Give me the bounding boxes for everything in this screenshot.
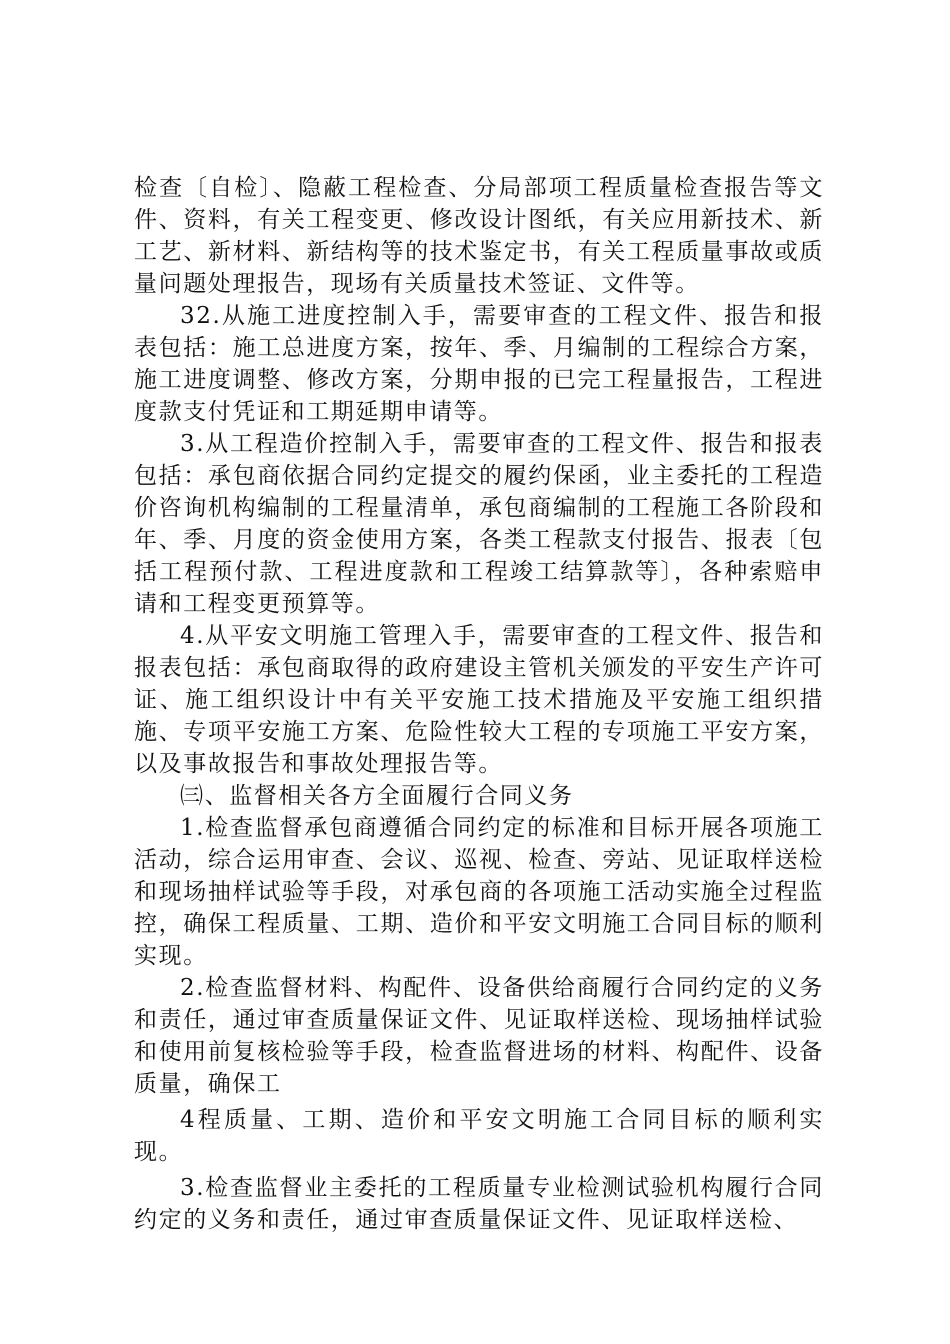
paragraph-continuation: 4程质量、工期、造价和平安文明施工合同目标的顺利实现。 [134,1107,824,1165]
paragraph-cost-control: 3.从工程造价控制入手，需要审查的工程文件、报告和报表包括：承包商依据合同约定提交的履约保函，业主委托的工程造价咨询机构编制的工程量清单，承包商编制的工程施工各阶段和年、季、月度的资金使用方案，各类工程款支付报告、报表〔包括工程预付款、工程进度款和工程竣工结算款等〕，各种索赔申请和工程变更预算等。 [134,431,824,617]
paragraph-supplier-supervision: 2.检查监督材料、构配件、设备供给商履行合同约定的义务和责任，通过审查质量保证文件、见证取样送检、现场抽样试验和使用前复核检验等手段，检查监督进场的材料、构配件、设备质量，确保工 [134,975,824,1097]
paragraph-quality-documents: 检查〔自检〕、隐蔽工程检查、分局部项工程质量检查报告等文件、资料，有关工程变更、修改设计图纸，有关应用新技术、新工艺、新材料、新结构等的技术鉴定书，有关工程质量事故或质量问题处理报告，现场有关质量技术签证、文件等。 [134,175,824,297]
paragraph-safety-management: 4.从平安文明施工管理入手，需要审查的工程文件、报告和报表包括：承包商取得的政府建设主管机关颁发的平安生产许可证、施工组织设计中有关平安施工技术措施及平安施工组织措施、专项平安施工方案、危险性较大工程的专项施工平安方案，以及事故报告和事故处理报告等。 [134,623,824,777]
section-heading-contract-supervision: ㈢、监督相关各方全面履行合同义务 [180,783,574,809]
document-body [134,172,824,1236]
paragraph-contractor-supervision: 1.检查监督承包商遵循合同约定的标准和目标开展各项施工活动，综合运用审查、会议、巡视、检查、旁站、见证取样送检和现场抽样试验等手段，对承包商的各项施工活动实施全过程监控，确保工程质量、工期、造价和平安文明施工合同目标的顺利实现。 [134,815,824,969]
paragraph-testing-agency-supervision: 3.检查监督业主委托的工程质量专业检测试验机构履行合同约定的义务和责任，通过审查质量保证文件、见证取样送检、 [134,1175,824,1233]
paragraph-progress-control: 32.从施工进度控制入手，需要审查的工程文件、报告和报表包括：施工总进度方案，按年、季、月编制的工程综合方案，施工进度调整、修改方案，分期申报的已完工程量报告，工程进度款支付凭证和工期延期申请等。 [134,303,824,425]
